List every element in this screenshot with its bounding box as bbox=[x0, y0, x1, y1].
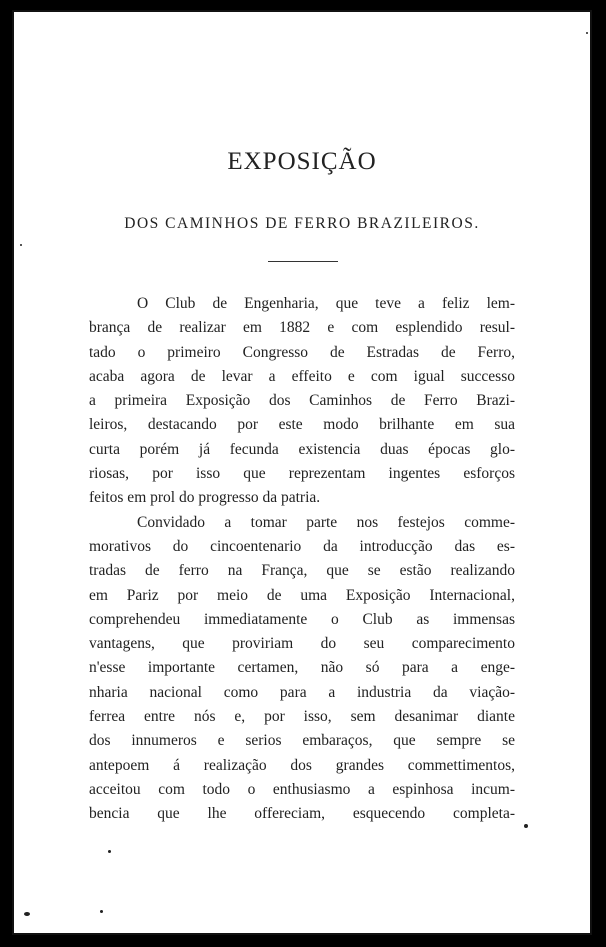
scan-speck bbox=[24, 912, 30, 916]
scan-speck bbox=[100, 910, 103, 913]
text-line: bencia que lhe offereciam, esquecendo completa- bbox=[89, 805, 515, 823]
text-line: comprehendeu immediatamente o Club as immensas bbox=[89, 610, 515, 628]
body-text bbox=[89, 292, 515, 827]
text-line: em Pariz por meio de uma Exposição Internacional, bbox=[89, 586, 515, 604]
text-line: Convidado a tomar parte nos festejos comme- bbox=[137, 513, 515, 531]
page-subtitle: DOS CAMINHOS DE FERRO BRAZILEIROS. bbox=[124, 215, 480, 232]
text-line: dos innumeros e serios embaraços, que sempre se bbox=[89, 732, 515, 750]
document-page bbox=[12, 10, 592, 935]
scan-speck bbox=[20, 244, 22, 246]
scan-speck bbox=[586, 32, 588, 34]
text-line: tradas de ferro na França, que se estão realizando bbox=[89, 562, 515, 580]
title-divider bbox=[268, 261, 338, 262]
paragraph-2 bbox=[89, 511, 515, 827]
page-title: EXPOSIÇÃO bbox=[227, 148, 377, 175]
scan-speck bbox=[108, 850, 111, 853]
text-line: O Club de Engenharia, que teve a feliz lem- bbox=[137, 295, 515, 312]
text-line: a primeira Exposição dos Caminhos de Ferro Brazi- bbox=[89, 392, 515, 410]
text-line: acceitou com todo o enthusiasmo a espinhosa incum- bbox=[89, 780, 515, 798]
text-line: vantagens, que proviriam do seu comparecimento bbox=[89, 635, 515, 653]
text-line: antepoem á realização dos grandes commettimentos, bbox=[89, 756, 515, 774]
text-line: feitos em prol do progresso da patria. bbox=[89, 489, 321, 507]
text-line: brança de realizar em 1882 e com esplendido resul- bbox=[89, 319, 515, 337]
paragraph-1 bbox=[89, 292, 515, 511]
text-line: leiros, destacando por este modo brilhante em sua bbox=[89, 416, 515, 434]
text-line: ferrea entre nós e, por isso, sem desanimar diante bbox=[89, 708, 515, 726]
text-line: nharia nacional como para a industria da viação- bbox=[89, 683, 515, 701]
scan-speck bbox=[524, 824, 528, 828]
text-line: curta porém já fecunda existencia duas épocas glo- bbox=[89, 440, 515, 458]
text-line: morativos do cincoentenario da introducção das es- bbox=[89, 537, 515, 555]
text-line: riosas, por isso que reprezentam ingentes esforços bbox=[89, 465, 515, 483]
text-line: n'esse importante certamen, não só para a enge- bbox=[89, 659, 515, 677]
text-line: tado o primeiro Congresso de Estradas de Ferro, bbox=[89, 343, 515, 361]
text-line: acaba agora de levar a effeito e com igual successo bbox=[89, 367, 515, 385]
